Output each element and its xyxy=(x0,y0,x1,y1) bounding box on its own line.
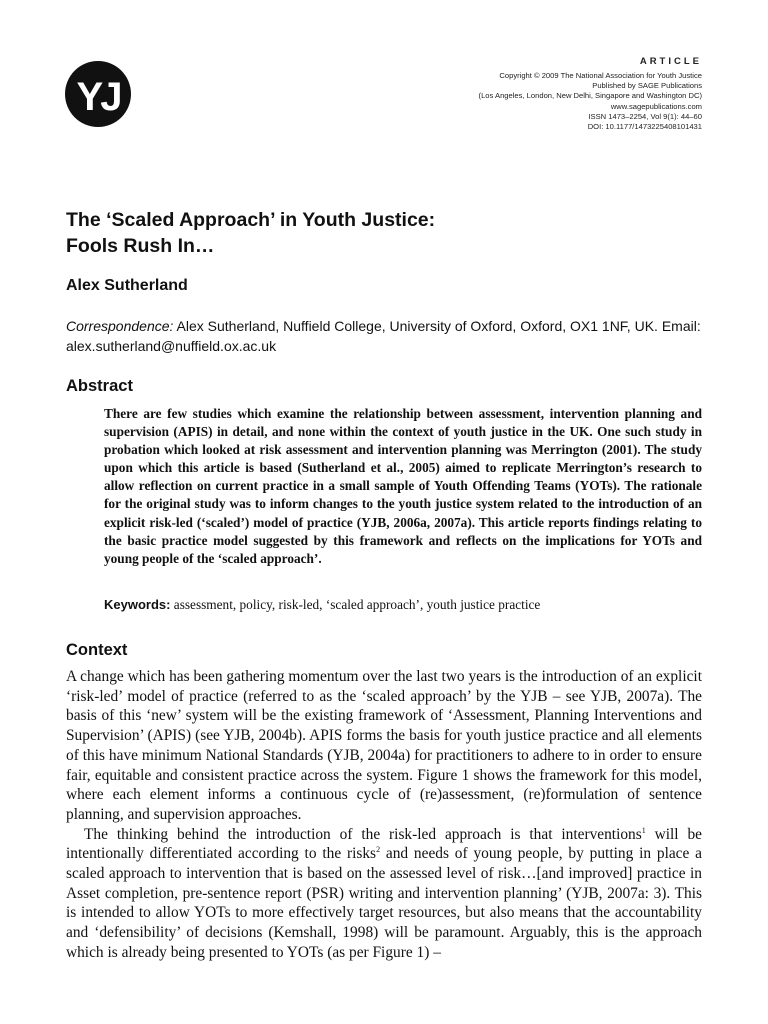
paragraph-2-part-b: will be intentionally differentiated according to the risks xyxy=(66,825,702,863)
paragraph-2-part-a: The thinking behind the introduction of the risk-led approach is that interventions xyxy=(84,825,642,843)
publisher-website: www.sagepublications.com xyxy=(610,101,702,111)
context-paragraph-2 xyxy=(66,825,702,963)
context-heading: Context xyxy=(66,641,128,659)
journal-metadata xyxy=(342,56,702,132)
article-title xyxy=(66,207,706,259)
publisher-locations: (Los Angeles, London, New Delhi, Singapore and Washington DC) xyxy=(478,91,702,101)
correspondence-text: Alex Sutherland, Nuffield College, University of Oxford, Oxford, OX1 1NF, UK. Email: alex.sutherland@nuffield.ox.ac.uk xyxy=(66,318,701,354)
title-line-1: The ‘Scaled Approach’ in Youth Justice: xyxy=(66,209,436,231)
correspondence xyxy=(66,316,716,356)
logo-text: YJ xyxy=(76,75,120,119)
title-line-2: Fools Rush In… xyxy=(66,235,215,257)
publisher-line: Published by SAGE Publications xyxy=(592,81,702,91)
keywords-label: Keywords: xyxy=(104,597,171,612)
footnote-ref-1[interactable]: 1 xyxy=(641,825,646,835)
article-type-label: ARTICLE xyxy=(639,56,702,67)
issn-line: ISSN 1473–2254, Vol 9(1): 44–60 xyxy=(588,111,702,121)
copyright-line: Copyright © 2009 The National Association for Youth Justice xyxy=(499,71,702,80)
abstract-heading: Abstract xyxy=(66,377,133,395)
keywords xyxy=(104,596,704,614)
context-body xyxy=(66,667,702,963)
context-paragraph-1: A change which has been gathering momentum over the last two years is the introduction of an explicit ‘risk-led’ model of practice (referred to as the ‘scaled approach’ by the YJB – see YJB, 2007a). The basis of this ‘new’ system will be the existing framework of ‘Assessment, Planning Interventions and Supervision’ (APIS) (see YJB, 2004b). APIS forms the basis for youth justice practice and all elements of this have minimum National Standards (YJB, 2004a) for practitioners to adhere to in order to ensure fair, equitable and consistent practice across the system. Figure 1 shows the framework for this model, where each element informs a continuous cycle of (re)assessment, (re)formulation of sentence planning, and supervision approaches. xyxy=(66,668,702,823)
abstract-text: There are few studies which examine the relationship between assessment, intervention planning and supervision (APIS) in detail, and none within the context of youth justice in the UK. One such study in probation which looked at risk assessment and intervention planning was Merrington (2001). The study upon which this article is based (Sutherland et al., 2005) aimed to replicate Merrington’s research to allow reflection on current practice in a small sample of Youth Offending Teams (YOTs). The rationale for the original study was to inform changes to the youth justice system related to the introduction of an explicit risk-led (‘scaled’) model of practice (YJB, 2006a, 2007a). This article reports findings relating to the basic practice model suggested by this framework and reflects on the implications for YOTs and young people of the ‘scaled approach’. xyxy=(104,406,702,566)
keywords-list: assessment, policy, risk-led, ‘scaled approach’, youth justice practice xyxy=(173,597,541,612)
journal-logo xyxy=(64,60,132,128)
doi-line: DOI: 10.1177/1473225408101431 xyxy=(587,122,702,132)
footnote-ref-2[interactable]: 2 xyxy=(376,845,381,855)
correspondence-label: Correspondence: xyxy=(66,318,174,334)
paragraph-2-part-c: and needs of young people, by putting in place a scaled approach to intervention that is based on the assessed level of risk…[and improved] practice in Asset completion, pre-sentence report (PSR) writing and intervention planning’ (YJB, 2007a: 3). This is intended to allow YOTs to more effectively target resources, but also means that the accountability and ‘defensibility’ of decisions (Kemshall, 1998) will be paramount. Arguably, this is the approach which is already being presented to YOTs (as per Figure 1) – xyxy=(66,845,702,961)
author-name: Alex Sutherland xyxy=(66,277,188,294)
